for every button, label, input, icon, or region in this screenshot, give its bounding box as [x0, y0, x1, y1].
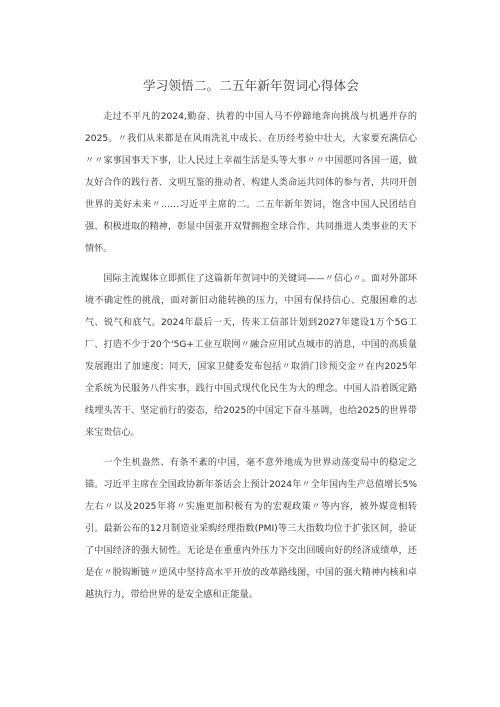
- paragraph-1: 走过不平凡的2024,勤奋、执着的中国人马不停蹄地奔向挑战与机遇并存的2025。〃我们从来都是在风雨洗礼中成长、在历经考验中壮大，大家要充满信心〃〃家事国事天下事，让人民过上幸福生活是头等大事〃〃中国愿同各国一道，做友好合作的践行者、文明互鉴的推动者、构建人类命运共同体的参与者，共同开创世界的美好未来〃……习近平主席的二。二五年新年贺词，饱含中国人民团结自强、积极进取的精神，彰显中国张开双臂拥抱全球合作、共同推进人类事业的天下情怀。: [85, 112, 417, 254]
- document-body: [85, 106, 417, 606]
- paragraph-2: 国际主流媒体立即抓住了这篇新年贺词中的关键词——〃信心〃。面对外部环境不确定性的挑战，面对新旧动能转换的压力，中国有保持信心、克服困难的志气、锐气和底气。2024年最后一天，传来工信部计划到2027年建设1万个5G工厂、打造不少于20个'5G+工业互联网〃融合应用试点城市的消息，中国的高质量发展跑出了加速度；同天，国家卫健委发布包括〃取消门诊预交金〃在内2025年全系统为民服务八件实事，践行中国式现代化民生为大的理念。中国人沿着既定路线埋头苦干、坚定前行的姿态，给2025的中国定下奋斗基调，也给2025的世界带来宝贵信心。: [85, 274, 417, 438]
- document-title: 学习领悟二。二五年新年贺词心得体会: [143, 78, 359, 93]
- paragraph-3: 一个生机盎然、有条不紊的中国，毫不意外地成为世界动荡变局中的稳定之锚。习近平主席在全国政协新年茶话会上预计2024年〃全年国内生产总值增长5%左右〃以及2025年将〃实施更加积极有为的宏观政策〃等内容，被外媒竞相转引。最新公布的12月制造业采购经理指数(PMI)等三大指数均位于扩张区间，验证了中国经济的强大韧性。无论是在重重内外压力下交出回暖向好的经济成绩单，还是在〃脱钩断链〃逆风中坚持高水平开放的改革路线图，中国的强大精神内核和卓越执行力，带给世界的是安全感和正能量。: [85, 458, 417, 600]
